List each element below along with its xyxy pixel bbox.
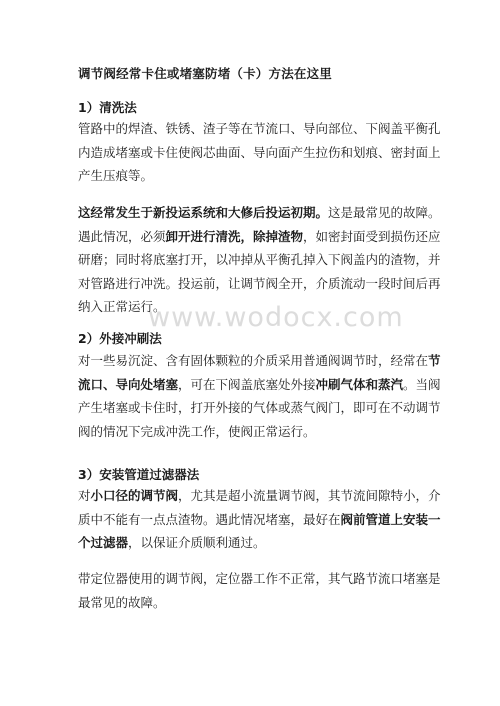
watermark: www.wodocx.com [148,302,404,333]
section-2-paragraph-1 [78,349,448,443]
emphasis-text: 卸开进行清洗，除掉渣物 [165,228,304,244]
section-3-paragraph-2: 带定位器使用的调节阀，定位器工作不正常，其气路节流口堵塞是最常见的故障。 [78,571,441,610]
emphasis-text: 阀前管道上安装一个过滤器 [78,511,441,550]
body-text: ，可在下阀盖底塞处外接 [178,376,316,392]
section-2-heading: 2）外接冲刷法 [78,331,162,346]
section-1-paragraph-2 [78,201,448,319]
body-text: 。当阀产生堵塞或卡住时，打开外接的气体或蒸气阀门，即可在不动调节阀的情况下完成冲洗工作，使阀正常运行。 [78,376,441,439]
section-1-paragraph-1: 管路中的焊渣、铁锈、渣子等在节流口、导向部位、下阀盖平衡孔内造成堵塞或卡住使阀芯曲面、导向面产生拉伤和划痕、密封面上产生压痕等。 [78,121,441,183]
emphasis-text: 这经常发生于新投运系统和大修后投运初期。 [78,205,329,220]
section-1-heading: 1）清洗法 [78,100,137,115]
section-3-paragraph-1 [78,484,448,555]
emphasis-text: 节流口、导向处堵塞 [78,353,441,392]
emphasis-text: 小口径的调节阀 [90,488,179,503]
document-title: 调节阀经常卡住或堵塞防堵（卡）方法在这里 [78,66,333,81]
body-text: ，以保证介质顺利通过。 [128,535,266,550]
body-text: 对 [78,488,91,503]
body-text: ，尤其是超小流量调节阀，其节流间隙特小，介质中不能有一点点渣物。遇此情况堵塞，最好在 [78,488,441,527]
body-text: 对一些易沉淀、含有固体颗粒的介质采用普通阀调节时，经常在 [78,353,429,368]
emphasis-text: 冲刷气体和蒸汽 [315,376,404,392]
section-3-heading: 3）安装管道过滤器法 [78,467,200,482]
body-text: ，如密封面受到损伤还应研磨；同时将底塞打开，以冲掉从平衡孔掉入下阀盖内的渣物，并对管路进行冲洗。投运前，让调节阀全开，介质流动一段时间后再纳入正常运行。 [78,228,441,314]
body-text: 这是最常见的故障。遇此情况，必须 [78,205,441,244]
